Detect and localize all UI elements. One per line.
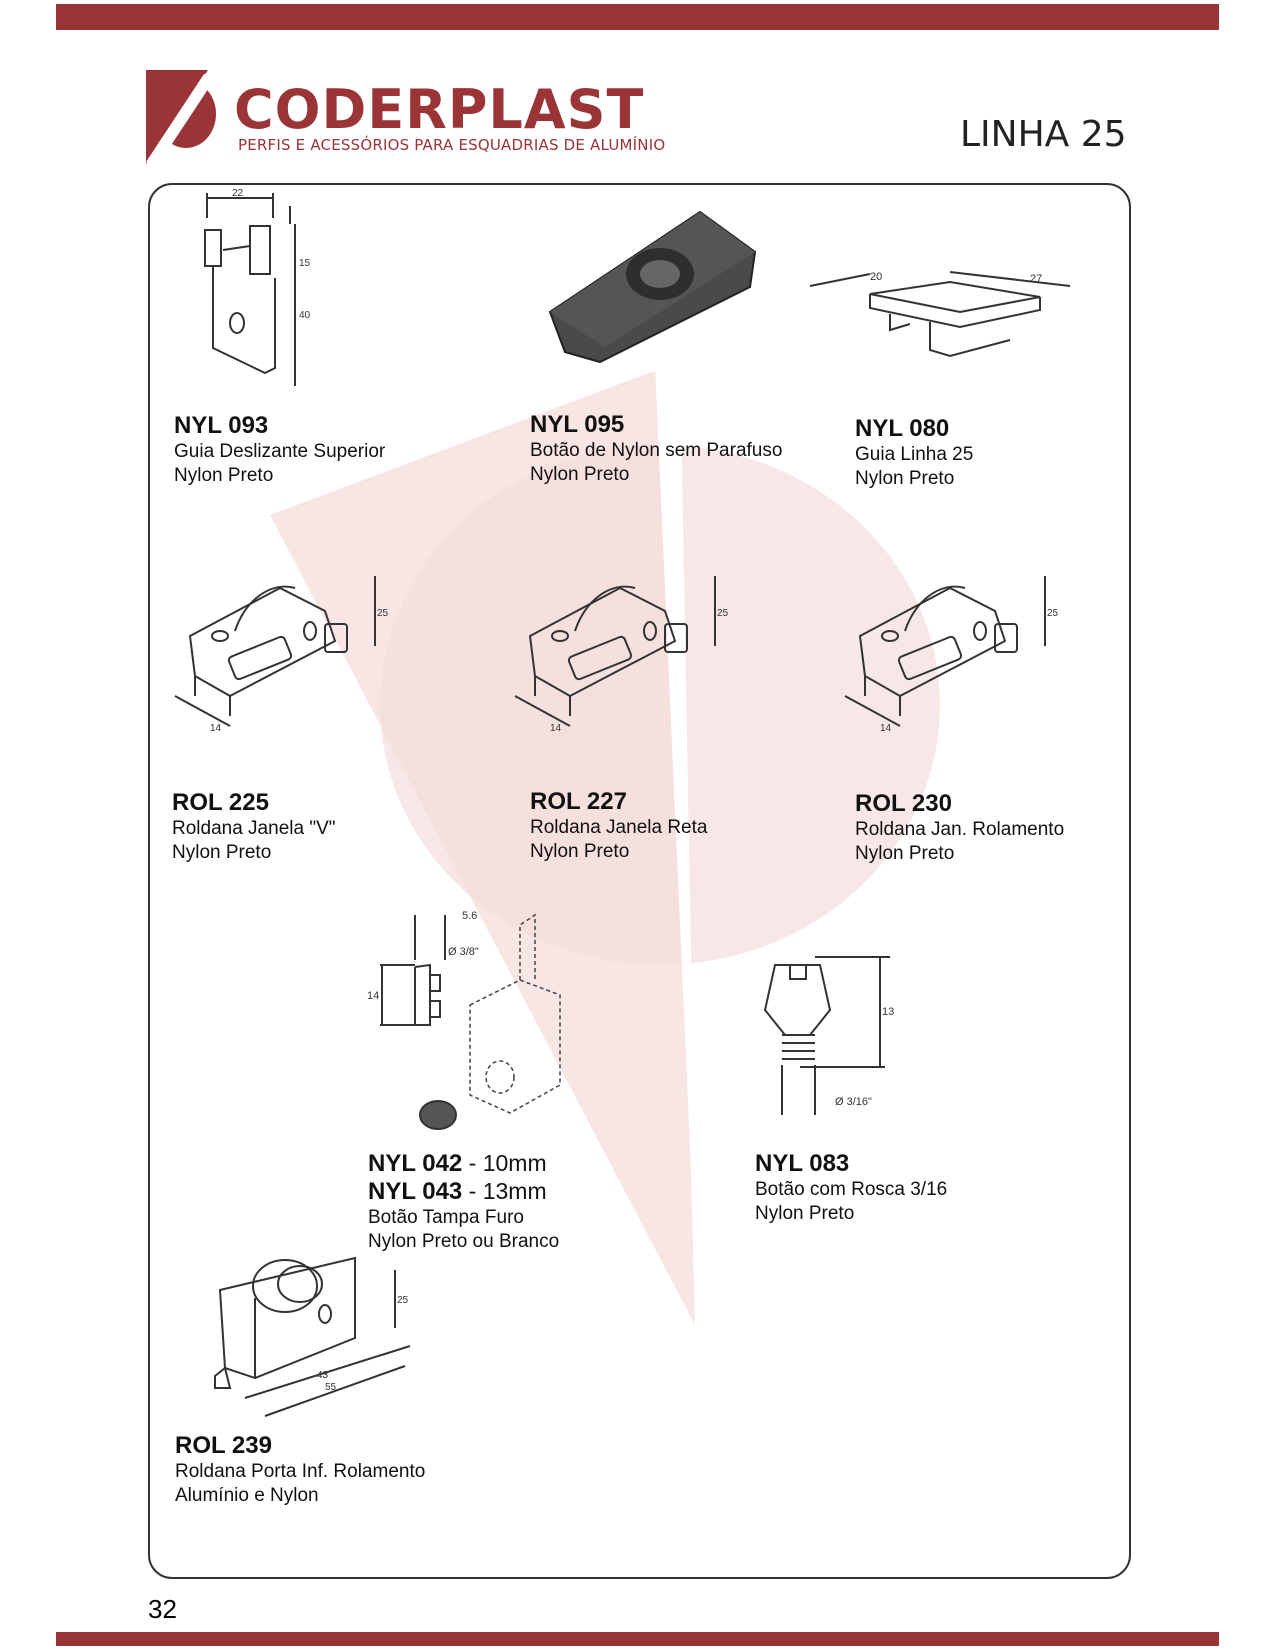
product-name: Botão Tampa Furo — [368, 1207, 524, 1228]
product-name: Roldana Janela "V" — [172, 818, 336, 839]
logo-mark-icon — [146, 70, 226, 166]
product-code: NYL 083 — [755, 1150, 850, 1177]
product-nyl-083 — [755, 1150, 947, 1226]
top-band — [56, 4, 1219, 30]
product-code: NYL 095 — [530, 411, 625, 438]
line-title: LINHA 25 — [960, 114, 1127, 155]
product-name: Guia Deslizante Superior — [174, 441, 386, 462]
product-rol-227 — [530, 788, 707, 864]
page-number: 32 — [148, 1594, 177, 1624]
product-name: Roldana Porta Inf. Rolamento — [175, 1461, 426, 1482]
product-size: - 10mm — [462, 1150, 547, 1176]
bottom-band — [56, 1632, 1219, 1646]
rol-230-drawing — [845, 576, 1075, 756]
product-material: Nylon Preto — [530, 841, 630, 862]
nyl-093-dim-length: 40 — [299, 310, 311, 321]
nyl-042-dim-height: 14 — [367, 990, 380, 1002]
product-name: Roldana Janela Reta — [530, 817, 708, 838]
nyl-080-dim-a: 20 — [870, 271, 883, 283]
rol-227-dim-height: 25 — [717, 608, 729, 619]
rol-225-dim-height: 25 — [377, 608, 389, 619]
brand-name: CODERPLAST — [234, 78, 645, 141]
nyl-042-dim-offset: 5.6 — [462, 910, 478, 922]
nyl-042-dim-diameter: Ø 3/8" — [448, 946, 479, 958]
rol-239-drawing — [205, 1248, 435, 1418]
product-code: NYL 080 — [855, 415, 950, 442]
rol-225-dim-depth: 14 — [210, 723, 222, 734]
product-material: Nylon Preto — [530, 464, 630, 485]
product-rol-230 — [855, 790, 1064, 866]
rol-239-dim-height: 25 — [397, 1295, 409, 1306]
product-nyl-080 — [855, 415, 973, 491]
nyl-083-dim-diameter: Ø 3/16" — [835, 1096, 872, 1108]
product-name: Botão de Nylon sem Parafuso — [530, 440, 783, 461]
product-material: Alumínio e Nylon — [175, 1485, 319, 1506]
rol-239-dim-outer: 55 — [325, 1382, 337, 1393]
rol-227-drawing — [515, 576, 745, 756]
product-rol-225 — [172, 789, 336, 865]
product-nyl-095 — [530, 411, 782, 487]
nyl-080-dim-b: 27 — [1030, 273, 1043, 285]
product-material: Nylon Preto — [855, 468, 955, 489]
product-code: ROL 225 — [172, 789, 269, 816]
product-code: ROL 230 — [855, 790, 952, 817]
rol-230-dim-depth: 14 — [880, 723, 892, 734]
product-nyl-093 — [174, 412, 385, 488]
rol-225-drawing — [175, 576, 405, 756]
product-material: Nylon Preto — [855, 843, 955, 864]
product-code: ROL 227 — [530, 788, 627, 815]
rol-239-dim-inner: 43 — [317, 1370, 329, 1381]
product-name: Roldana Jan. Rolamento — [855, 819, 1065, 840]
product-size-alt: - 13mm — [462, 1178, 547, 1204]
nyl-083-dim-height: 13 — [882, 1006, 895, 1018]
nyl-093-dim-height: 15 — [299, 258, 311, 269]
product-material: Nylon Preto — [755, 1203, 855, 1224]
product-nyl-042-043 — [368, 1150, 559, 1254]
product-name: Guia Linha 25 — [855, 444, 974, 465]
product-name: Botão com Rosca 3/16 — [755, 1179, 948, 1200]
nyl-083-drawing — [760, 955, 910, 1120]
nyl-080-drawing — [810, 252, 1090, 372]
product-code: NYL 093 — [174, 412, 269, 439]
brand-tagline: PERFIS E ACESSÓRIOS PARA ESQUADRIAS DE ALUMÍNIO — [238, 136, 666, 154]
coderplast-logo — [146, 70, 666, 180]
nyl-095-drawing — [540, 212, 770, 372]
rol-227-dim-depth: 14 — [550, 723, 562, 734]
product-code: NYL 042 — [368, 1150, 463, 1177]
product-material: Nylon Preto ou Branco — [368, 1231, 560, 1252]
product-rol-239 — [175, 1432, 425, 1508]
nyl-093-drawing — [195, 188, 335, 398]
product-material: Nylon Preto — [172, 842, 272, 863]
nyl-042-043-drawing — [367, 905, 600, 1135]
product-material: Nylon Preto — [174, 465, 274, 486]
nyl-093-dim-width: 22 — [232, 188, 244, 199]
product-code-alt: NYL 043 — [368, 1178, 463, 1205]
rol-230-dim-height: 25 — [1047, 608, 1059, 619]
product-code: ROL 239 — [175, 1432, 272, 1459]
